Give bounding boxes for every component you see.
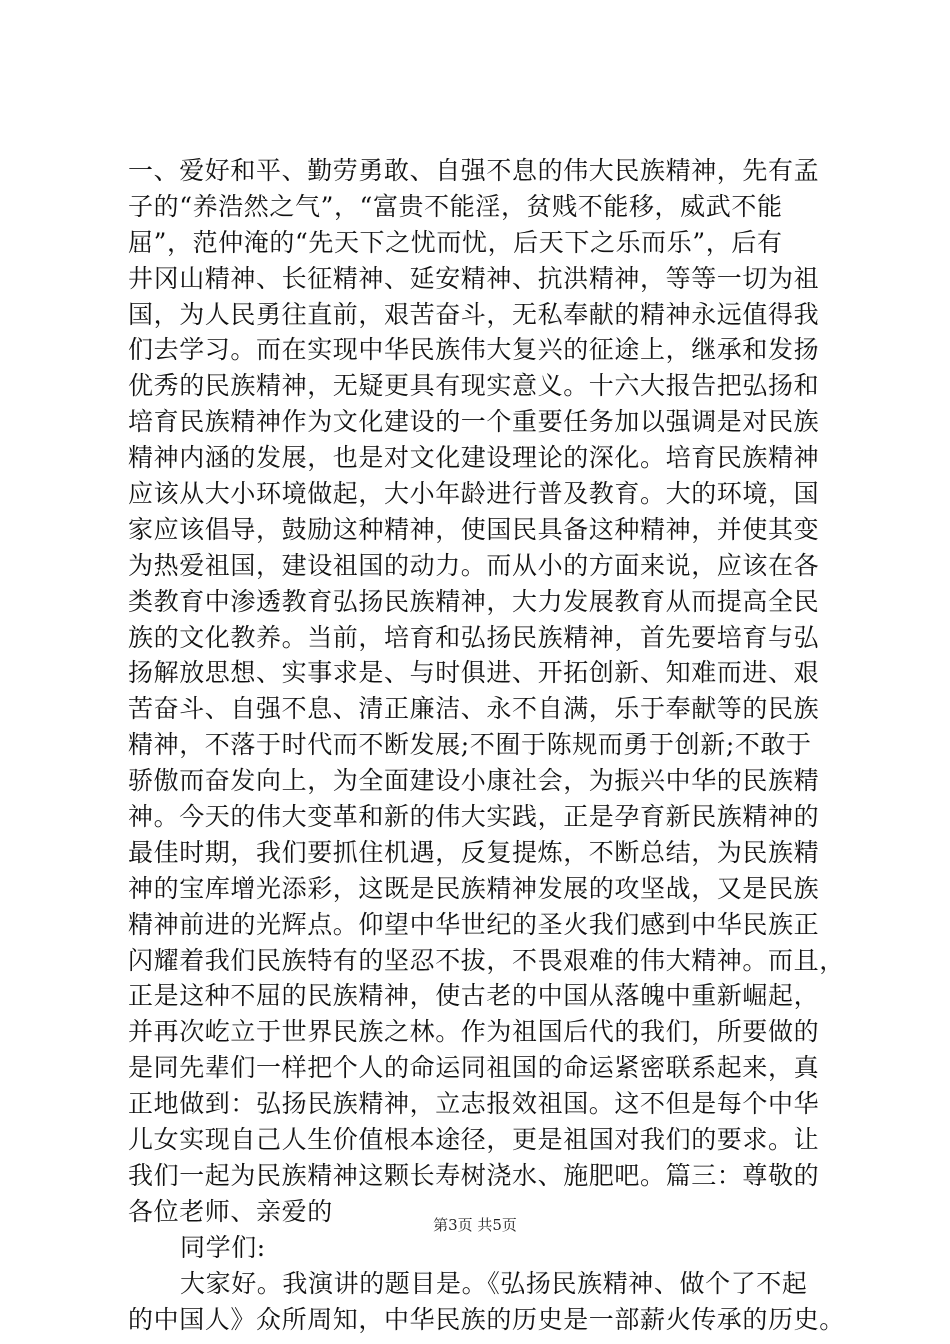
text-line: 屈”，范仲淹的“先天下之忧而忧，后天下之乐而乐”，后有	[128, 227, 783, 257]
body-text	[128, 153, 845, 1337]
text-line: 正地做到：弘扬民族精神，立志报效祖国。这不但是每个中华	[128, 1089, 820, 1119]
text-line: 正是这种不屈的民族精神，使古老的中国从落魄中重新崛起，	[128, 981, 820, 1011]
text-line: 一、爱好和平、勤劳勇敢、自强不息的伟大民族精神，先有孟	[128, 156, 820, 185]
text-line: 闪耀着我们民族特有的坚忍不拔，不畏艰难的伟大精神。而且，	[128, 945, 845, 975]
text-line: 族的文化教养。当前，培育和弘扬民族精神，首先要培育与弘	[128, 622, 820, 652]
text-line: 神。今天的伟大变革和新的伟大实践，正是孕育新民族精神的	[128, 802, 820, 832]
text-line: 井冈山精神、长征精神、延安精神、抗洪精神，等等一切为祖	[128, 263, 820, 293]
text-line: 我们一起为民族精神这颗长寿树浇水、施肥吧。篇三：尊敬的	[128, 1160, 820, 1190]
salutation-line: 同学们:	[180, 1232, 266, 1262]
page-number-footer: 第3页 共5页	[433, 1216, 517, 1234]
text-line: 们去学习。而在实现中华民族伟大复兴的征途上，继承和发扬	[128, 335, 820, 365]
text-line: 为热爱祖国，建设祖国的动力。而从小的方面来说，应该在各	[128, 550, 820, 580]
text-line: 苦奋斗、自强不息、清正廉洁、永不自满，乐于奉献等的民族	[128, 694, 820, 724]
text-line: 骄傲而奋发向上，为全面建设小康社会，为振兴中华的民族精	[128, 766, 820, 796]
text-line: 精神前进的光辉点。仰望中华世纪的圣火我们感到中华民族正	[128, 909, 820, 939]
text-line: 类教育中渗透教育弘扬民族精神，大力发展教育从而提高全民	[128, 586, 820, 616]
text-line: 国，为人民勇往直前，艰苦奋斗，无私奉献的精神永远值得我	[128, 299, 820, 329]
text-line: 家应该倡导，鼓励这种精神，使国民具备这种精神，并使其变	[128, 514, 820, 544]
text-line: 是同先辈们一样把个人的命运同祖国的命运紧密联系起来，真	[128, 1053, 820, 1083]
text-line: 并再次屹立于世界民族之林。作为祖国后代的我们，所要做的	[128, 1017, 820, 1047]
text-line: 各位老师、亲爱的	[128, 1196, 333, 1226]
text-line: 最佳时期，我们要抓住机遇，反复提炼，不断总结，为民族精	[128, 837, 820, 867]
text-line: 培育民族精神作为文化建设的一个重要任务加以强调是对民族	[128, 407, 820, 437]
speech-opening-line: 大家好。我演讲的题目是。《弘扬民族精神、做个了不起	[180, 1268, 808, 1298]
text-line: 优秀的民族精神，无疑更具有现实意义。十六大报告把弘扬和	[128, 371, 820, 401]
text-line: 儿女实现自己人生价值根本途径，更是祖国对我们的要求。让	[128, 1125, 820, 1155]
text-line: 精神，不落于时代而不断发展;不囿于陈规而勇于创新;不敢于	[128, 730, 812, 760]
text-line: 子的“养浩然之气”，“富贵不能淫，贫贱不能移，威武不能	[128, 191, 783, 221]
text-line: 的中国人》众所周知，中华民族的历史是一部薪火传承的历史。	[128, 1304, 845, 1334]
text-line: 神的宝库增光添彩，这既是民族精神发展的攻坚战，又是民族	[128, 873, 820, 903]
text-line: 扬解放思想、实事求是、与时俱进、开拓创新、知难而进、艰	[128, 658, 820, 688]
text-line: 应该从大小环境做起，大小年龄进行普及教育。大的环境，国	[128, 479, 820, 509]
text-line: 精神内涵的发展，也是对文化建设理论的深化。培育民族精神	[128, 443, 820, 473]
